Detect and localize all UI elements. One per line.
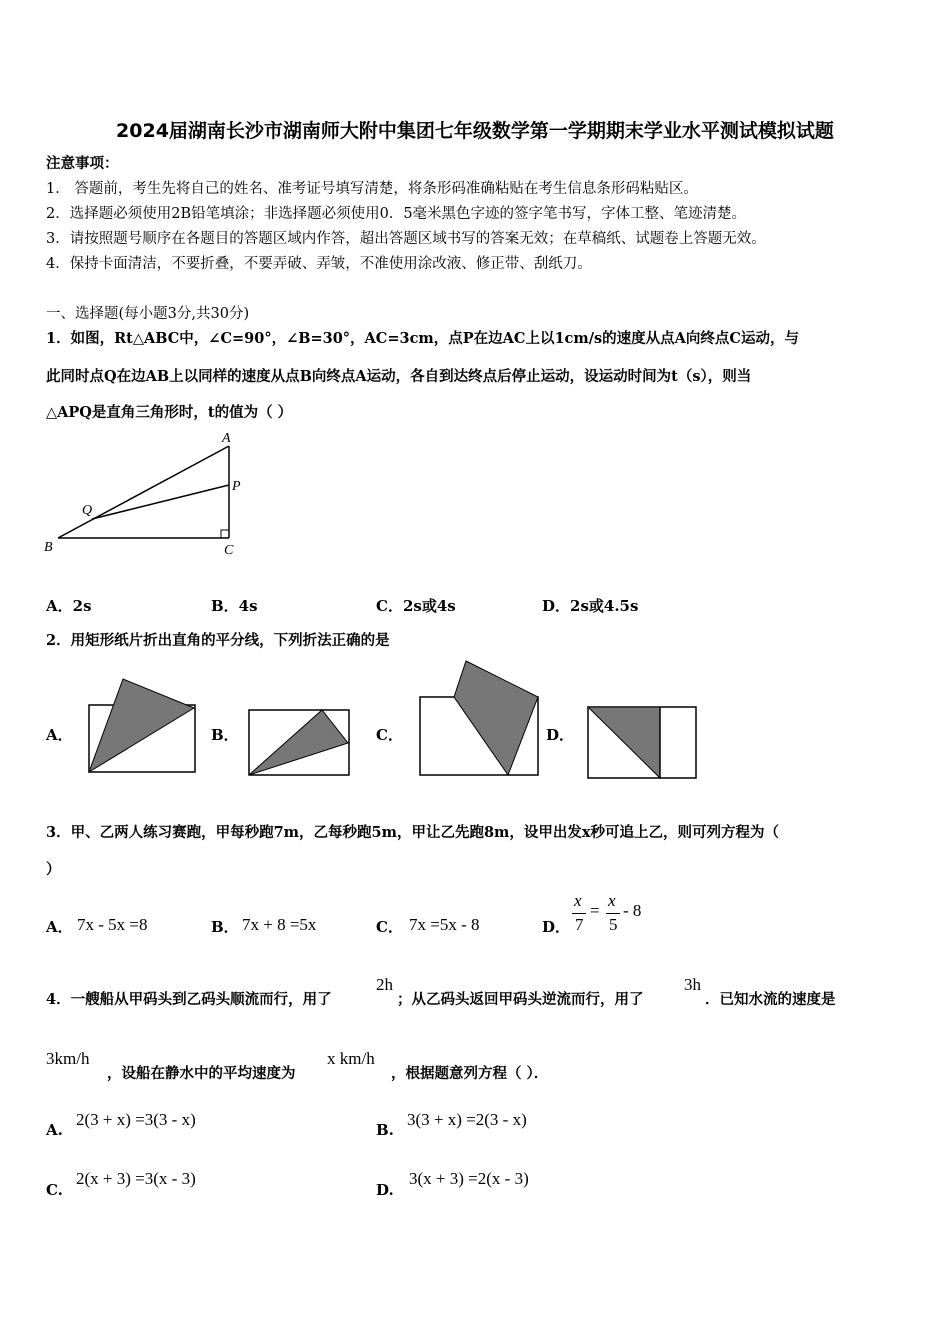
q4-stem-part1: 4．一艘船从甲码头到乙码头顺流而行，用了 [46,991,332,1008]
q4-option-b: 3(3 + x) =2(3 - x) [407,1110,527,1129]
q1-triangle-figure [40,428,260,563]
label-C: C [224,543,234,558]
notice-heading: 注意事项： [46,155,119,172]
q4-option-d-label: D. [376,1181,394,1199]
q2-option-b-label: B． [211,726,239,744]
label-Q: Q [82,503,93,518]
q4-option-c-label: C. [46,1181,63,1199]
q4-option-a: 2(3 + x) =3(3 - x) [76,1110,196,1129]
q3-d-eq: = [590,901,600,920]
notice-item: 3．请按照题号顺序在各题目的答题区域内作答，超出答题区域书写的答案无效；在草稿纸、试题卷上答题无效。 [46,231,766,247]
q3-option-a: 7x - 5x =8 [77,915,148,934]
notice-item: 2．选择题必须使用2B铅笔填涂；非选择题必须使用0．5毫米黑色字迹的签字笔书写，字体工整、笔迹清楚。 [46,206,747,222]
q2-option-a-label: A． [46,726,73,744]
notice-item: 1． 答题前，考生先将自己的姓名、准考证号填写清楚，将条形码准确粘贴在考生信息条形码粘贴区。 [46,181,698,197]
q4-option-a-label: A. [46,1121,63,1139]
q2-option-d-figure [587,706,702,781]
q3-option-b-label: B． [211,918,239,936]
label-B: B [44,540,53,555]
q4-var: x km/h [327,1049,375,1068]
q3-stem-line2: ） [46,861,61,878]
q3-option-b: 7x + 8 =5x [242,915,317,934]
q3-option-a-label: A． [46,918,73,936]
q2-option-c-label: C． [376,726,403,744]
q4-stem-part2: ；从乙码头返回甲码头逆流而行，用了 [397,991,644,1008]
q1-stem-line1: 1．如图，Rt△ABC中，∠C=90°，∠B=30°，AC=3cm，点P在边AC上以1cm/s的速度从点A向终点C运动，与 [46,330,799,347]
q3-stem-line1: 3．甲、乙两人练习赛跑，甲每秒跑7m，乙每秒跑5m，甲让乙先跑8m，设甲出发x秒可追上乙，则可列方程为（ [46,824,780,841]
q3-option-d-label: D． [542,918,571,936]
q3-d-den1: 7 [575,915,584,934]
q3-d-fraction-bar [572,913,586,914]
section-heading: 一、选择题(每小题3分,共30分) [46,306,250,322]
q1-stem-line2: 此同时点Q在边AB上以同样的速度从点B向终点A运动，各自到达终点后停止运动，设运动时间为t（s），则当 [46,368,752,385]
label-P: P [232,479,241,494]
q4-stem-part3: ．已知水流的速度是 [705,991,836,1008]
q1-option-c: C．2s或4s [376,597,456,615]
q4-option-d: 3(x + 3) =2(x - 3) [409,1169,529,1188]
q3-d-tail: - 8 [623,901,642,920]
q4-option-c: 2(x + 3) =3(x - 3) [76,1169,196,1188]
q1-option-a: A．2s [46,597,92,615]
q4-option-b-label: B. [376,1121,394,1139]
q2-option-a-figure [88,678,198,788]
q4-time1: 2h [376,975,393,994]
q1-option-b: B．4s [211,597,258,615]
label-A: A [222,431,231,446]
q4-stem-part4: ，设船在静水中的平均速度为 [107,1065,296,1082]
q4-stem-part5: ，根据题意列方程（ ）． [391,1065,549,1082]
q3-d-den2: 5 [609,915,618,934]
q3-d-num1: x [574,891,582,910]
q3-option-c: 7x =5x - 8 [409,915,480,934]
notice-item: 4．保持卡面清洁，不要折叠，不要弄破、弄皱，不准使用涂改液、修正带、刮纸刀。 [46,256,592,272]
q1-stem-line3: △APQ是直角三角形时，t的值为（ ） [46,404,293,421]
q3-option-c-label: C． [376,918,403,936]
page-title: 2024届湖南长沙市湖南师大附中集团七年级数学第一学期期末学业水平测试模拟试题 [116,120,834,142]
q4-time2: 3h [684,975,701,994]
q2-option-b-figure [248,708,353,778]
q3-d-num2: x [608,891,616,910]
q4-speed: 3km/h [46,1049,90,1068]
q2-stem: 2．用矩形纸片折出直角的平分线，下列折法正确的是 [46,632,390,649]
q1-option-d: D．2s或4.5s [542,597,639,615]
q3-d-fraction-bar [606,913,620,914]
q2-option-c-figure [418,660,543,780]
q2-option-d-label: D． [546,726,575,744]
